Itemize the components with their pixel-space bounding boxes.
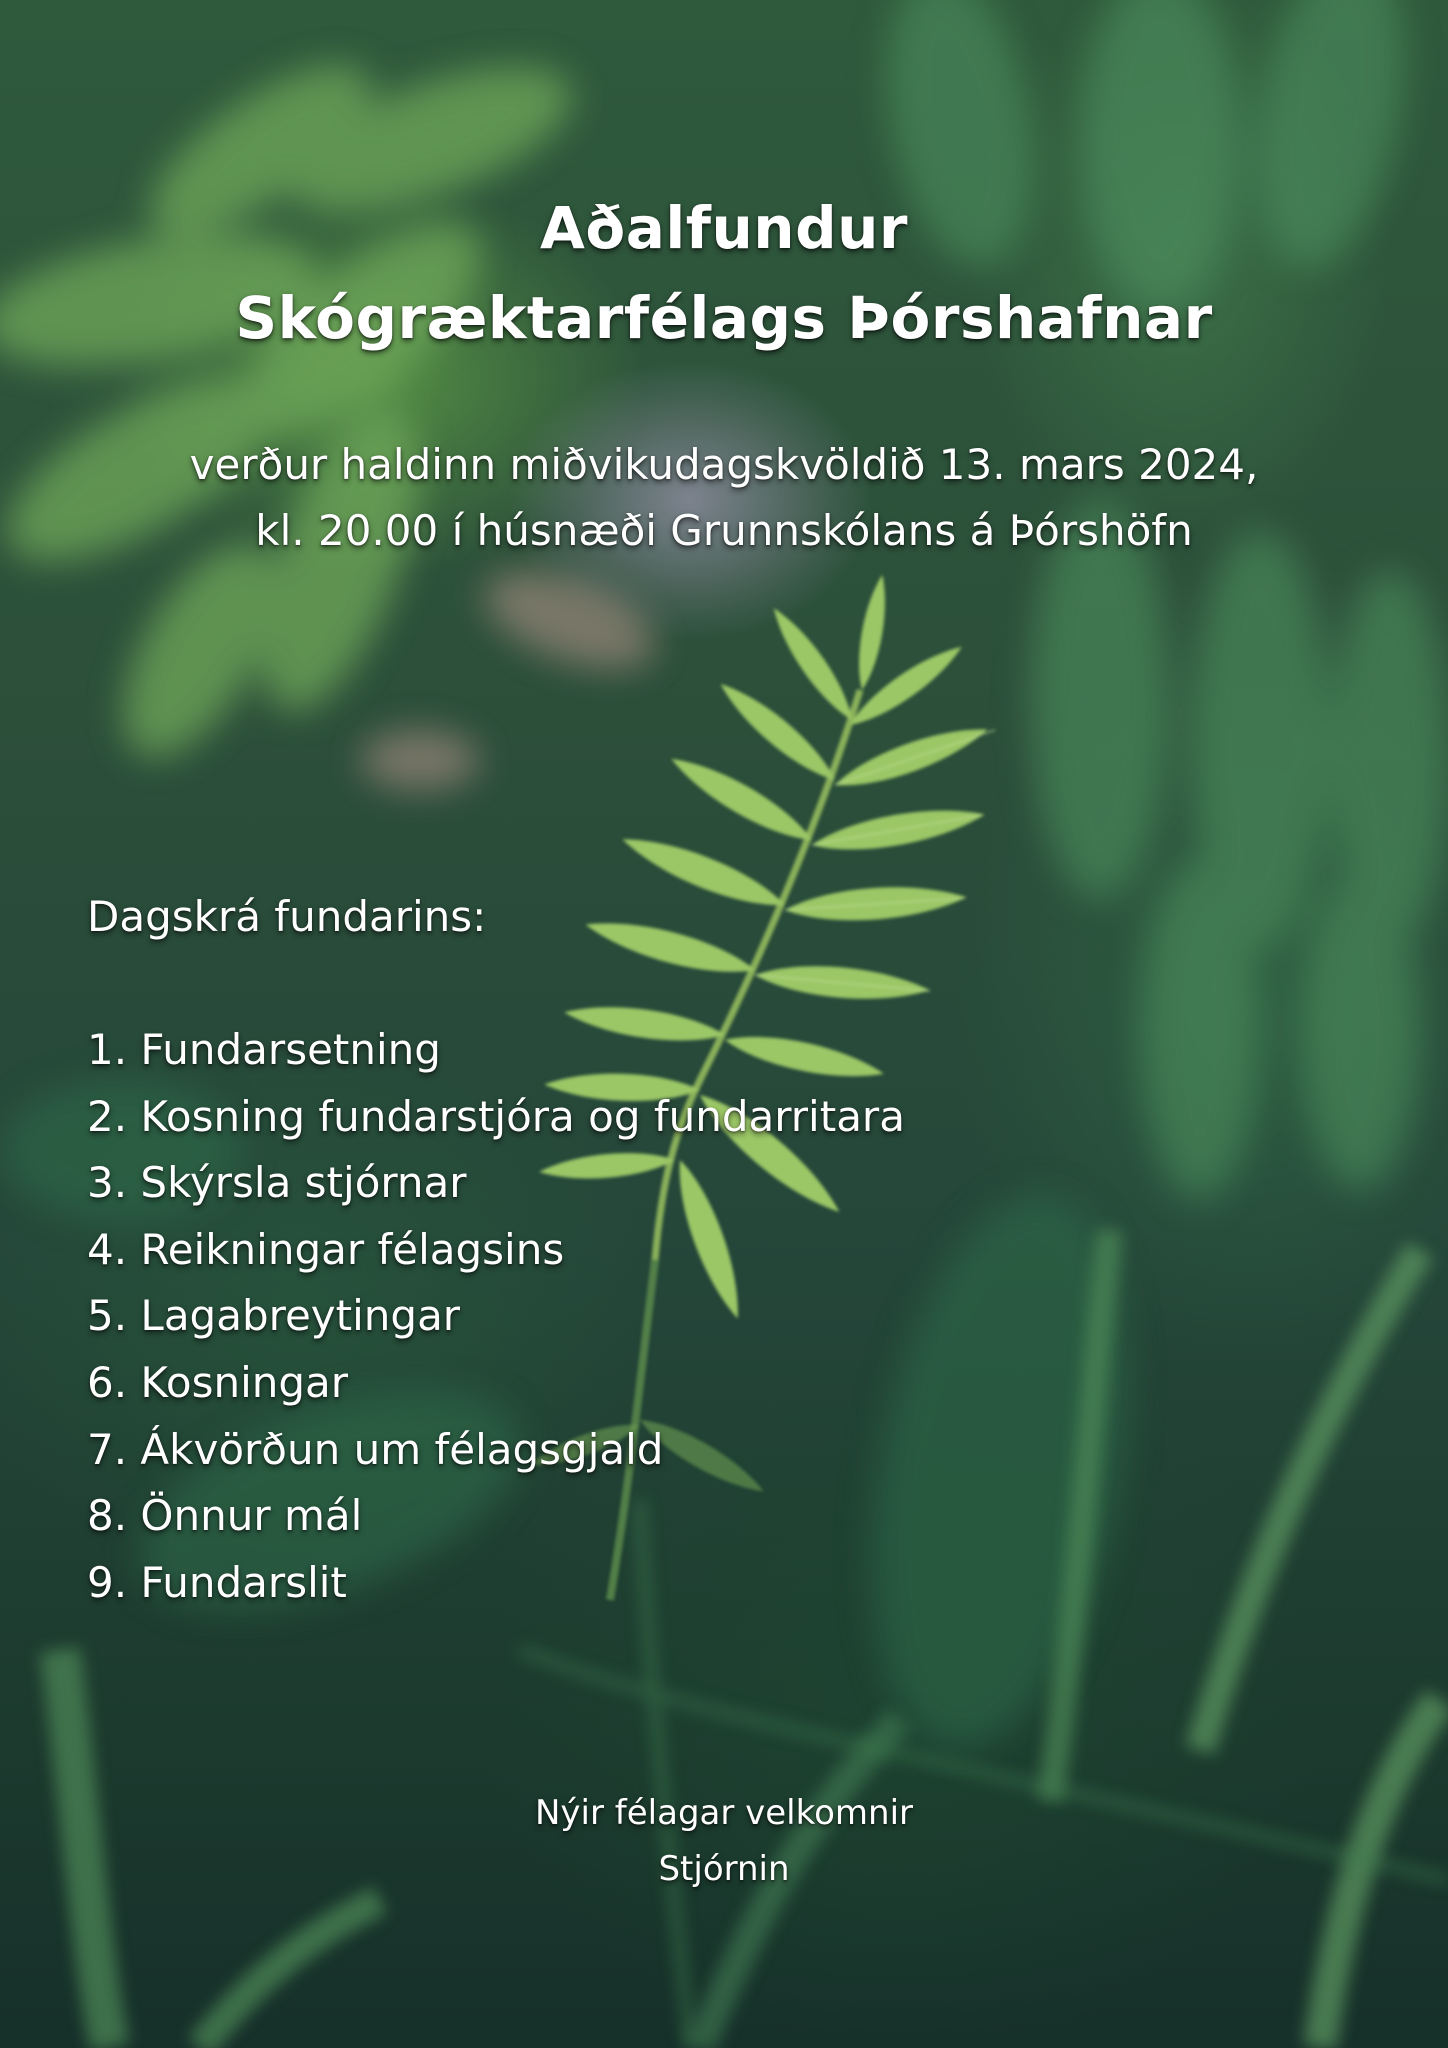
agenda-item: 9. Fundarslit — [87, 1557, 347, 1607]
meeting-date-line: verður haldinn miðvikudagskvöldið 13. mars 2024, — [189, 440, 1259, 489]
agenda-item: 8. Önnur mál — [87, 1491, 363, 1541]
agenda-item: 3. Skýrsla stjórnar — [87, 1158, 467, 1208]
agenda-heading: Dagskrá fundarins: — [87, 892, 487, 941]
agenda-item: 6. Kosningar — [87, 1357, 349, 1407]
agenda-item: 1. Fundarsetning — [87, 1025, 441, 1074]
agenda-list — [87, 1017, 905, 1616]
signature: Stjórnin — [658, 1849, 790, 1889]
agenda-item: 4. Reikningar félagsins — [87, 1224, 565, 1274]
title-line-2: Skógræktarfélags Þórshafnar — [235, 284, 1213, 352]
agenda-item: 7. Ákvörðun um félagsgjald — [87, 1424, 664, 1474]
meeting-location-line: kl. 20.00 í húsnæði Grunnskólans á Þórshöfn — [255, 506, 1193, 555]
agenda-item: 2. Kosning fundarstjóra og fundarritara — [87, 1091, 905, 1141]
welcome-note: Nýir félagar velkomnir — [534, 1793, 914, 1833]
title-line-1: Aðalfundur — [540, 194, 908, 262]
agenda-item: 5. Lagabreytingar — [87, 1291, 461, 1341]
